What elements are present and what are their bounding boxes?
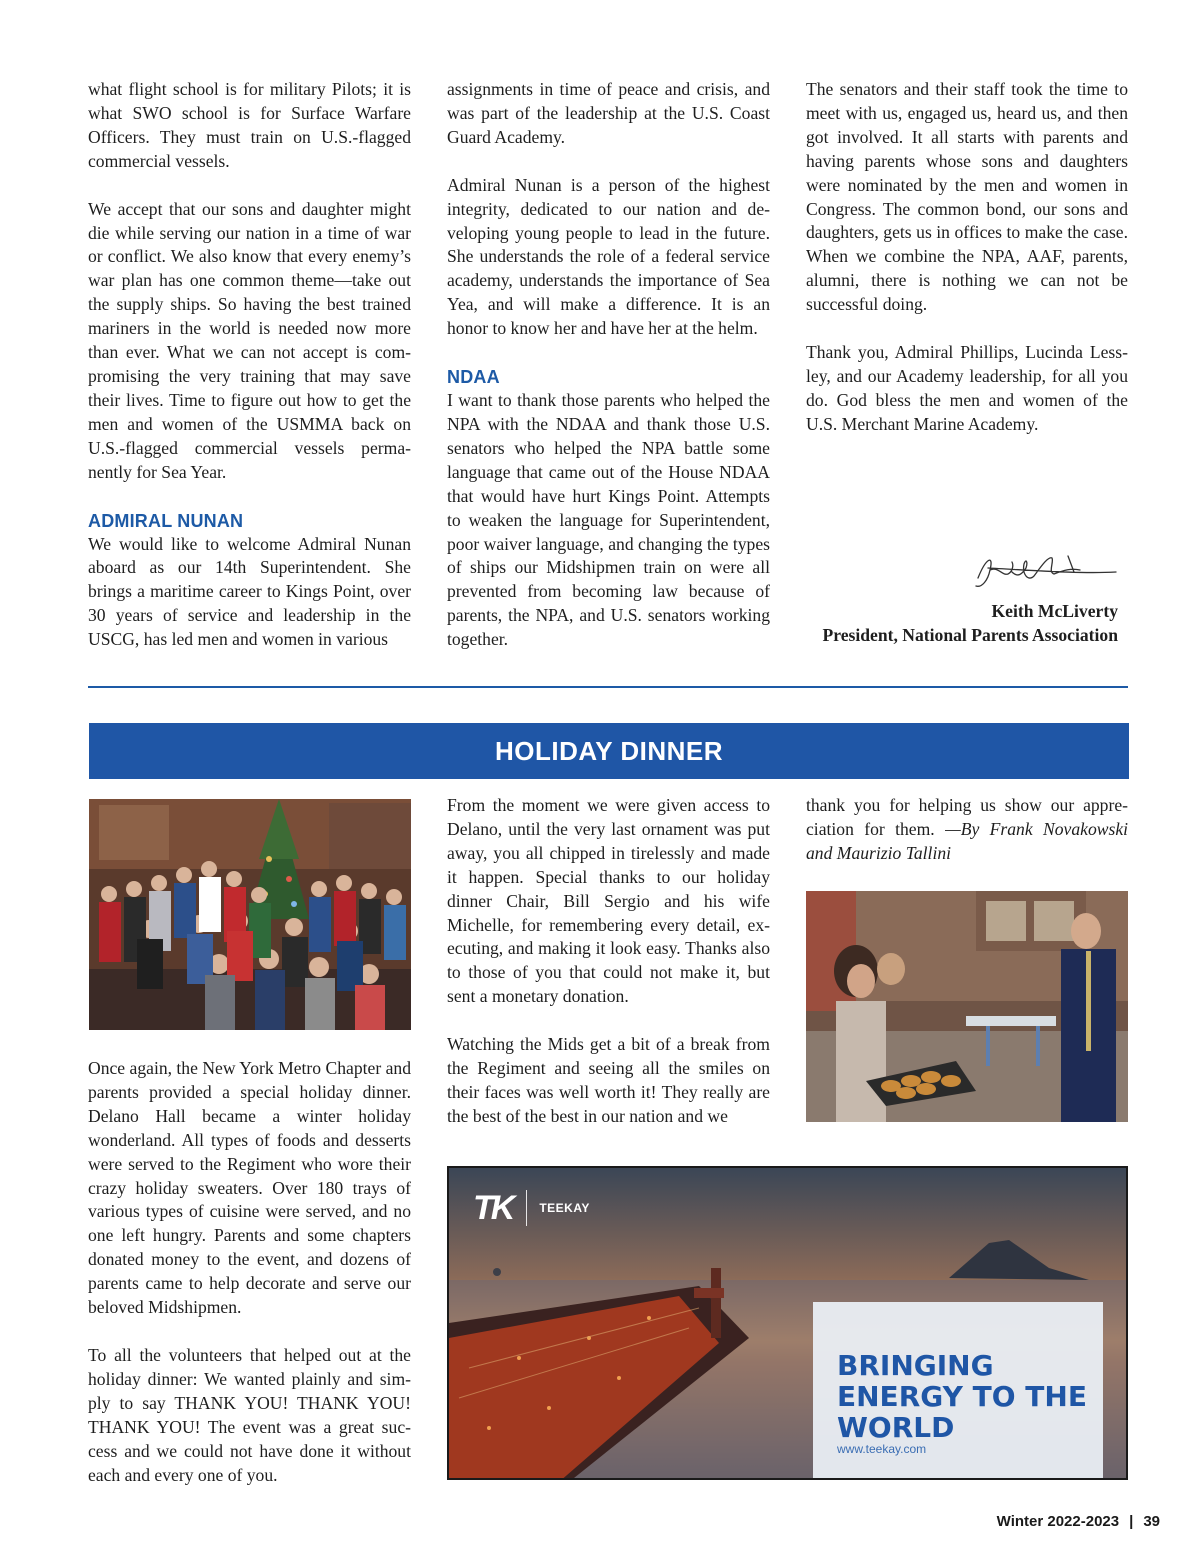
- section-divider: [88, 686, 1128, 688]
- paragraph: To all the volunteers that helped out at the holiday dinner: We wanted plainly and simply to say THANK YOU! THANK YOU! THANK YOU! The event was a great success and we could not have done it without each and every one of you.: [88, 1344, 411, 1485]
- paragraph: From the moment we were given access to Delano, until the very last ornament was put away, you all chipped in tirelessly and made it happen. Special thanks to our holiday dinner Chair, Bill Sergio and his wife Michelle, for remembering every detail, executing, and making it look easy. Thanks also to those of you that could not make it, but sent a monetary donation.: [447, 795, 770, 1007]
- signature-block: [822, 548, 1118, 648]
- page-footer: [997, 1513, 1160, 1530]
- teekay-advertisement: [447, 1166, 1128, 1480]
- paragraph: Thank you, Admiral Phillips, Lucinda Lessley, and our Academy leadership, for all you do. God bless the men and women of the U.S. Merchant Marine Academy.: [806, 342, 1128, 434]
- ad-tagline: BRINGING ENERGY TO THE WORLD: [837, 1349, 1087, 1444]
- paragraph: Admiral Nunan is a person of the highest integrity, dedicated to our nation and developing young people to lead in the future. She understands the role of a federal service academy, understands the importance of Sea Yea, and will make a difference. It is an honor to know her and have her at the helm.: [447, 174, 770, 339]
- column-left-top: [88, 78, 411, 652]
- closing-text: thank you for helping us show our appreciation for them.: [806, 795, 1128, 839]
- column-left-holiday: [88, 1057, 411, 1487]
- column-right-top: [806, 78, 1128, 437]
- paragraph: We accept that our sons and daughter might die while serving our nation in a time of war or conflict. We also know that every enemy’s war plan has one common theme—take out the supply ships. So having the best trained mariners in the world is needed now more than ever. What we can not accept is compromising the very training that may save their lives. Time to figure out how to get the men and women of the USMMA back on U.S.-flagged commercial vessels permanently for Sea Year.: [88, 198, 411, 482]
- column-right-holiday: [806, 794, 1128, 866]
- teekay-brand-name: TEEKAY: [539, 1201, 590, 1215]
- column-middle-top: [447, 78, 770, 652]
- paragraph: The senators and their staff took the time to meet with us, engaged us, heard us, and then got involved. It all starts with parents and having parents whose sons and daughters were nominated by the men and women in Congress. The common bond, our sons and daughters, gets us in offices to make the case. When we combine the NPA, AAF, parents, alumni, there is nothing we can not be successful doing.: [806, 79, 1128, 315]
- handwritten-signature: [968, 548, 1118, 594]
- section-banner: [89, 723, 1129, 779]
- teekay-logo-mark: TK: [473, 1189, 513, 1227]
- paragraph: Once again, the New York Metro Chapter and parents provided a special holiday dinner. Delano Hall became a winter holiday wonderland. All types of foods and desserts were served to the Regiment who wore their crazy holiday sweaters. Over 180 trays of various types of cuisine were served, and no one left hungry. Parents and some chapters donated money to the event, and dozens of parents came to help decorate and serve our beloved Midshipmen.: [88, 1058, 411, 1318]
- signature-name: Keith McLiverty: [991, 601, 1118, 621]
- column-middle-holiday: [447, 794, 770, 1129]
- section-heading-ndaa: NDAA: [447, 367, 500, 388]
- paragraph: We would like to welcome Admiral Nunan aboard as our 14th Superintendent. She brings a maritime career to Kings Point, over 30 years of service and leadership in the USCG, has led men and women in various: [88, 533, 411, 650]
- serving-photo: [806, 891, 1128, 1122]
- byline: —By Frank Novakowski and Maurizio Tallini: [806, 818, 1129, 863]
- logo-separator: [526, 1190, 527, 1226]
- paragraph: what flight school is for military Pilots; it is what SWO school is for Surface Warfare Officers. They must train on U.S.-flagged commercial vessels.: [88, 79, 411, 171]
- page-number: 39: [1143, 1513, 1160, 1530]
- ad-tagline-panel: [813, 1302, 1103, 1478]
- issue-date: Winter 2022-2023: [996, 1513, 1120, 1530]
- paragraph: [806, 794, 1128, 866]
- paragraph: assignments in time of peace and crisis, and was part of the leadership at the U.S. Coast Guard Academy.: [447, 79, 770, 147]
- paragraph: I want to thank those parents who helped the NPA with the NDAA and thank those U.S. senators who helped the NPA battle some language that came out of the House NDAA that would have hurt Kings Point. Attempts to weaken the language for Superintendent, poor waiver language, and changing the types of ships our Midshipmen train on were all prevented from becoming law because of parents, the NPA, and U.S. senators working together.: [447, 390, 770, 650]
- group-photo: [89, 799, 411, 1030]
- teekay-logo: [473, 1190, 590, 1226]
- ad-url-link[interactable]: www.teekay.com: [837, 1442, 927, 1456]
- paragraph: Watching the Mids get a bit of a break from the Regiment and seeing all the smiles on their faces was well worth it! They really are the best of the best in our nation and we: [447, 1034, 770, 1126]
- section-heading-admiral-nunan: ADMIRAL NUNAN: [88, 510, 244, 531]
- section-title: HOLIDAY DINNER: [494, 736, 724, 766]
- signature-title: President, National Parents Association: [822, 624, 1118, 645]
- footer-separator: |: [1129, 1513, 1134, 1530]
